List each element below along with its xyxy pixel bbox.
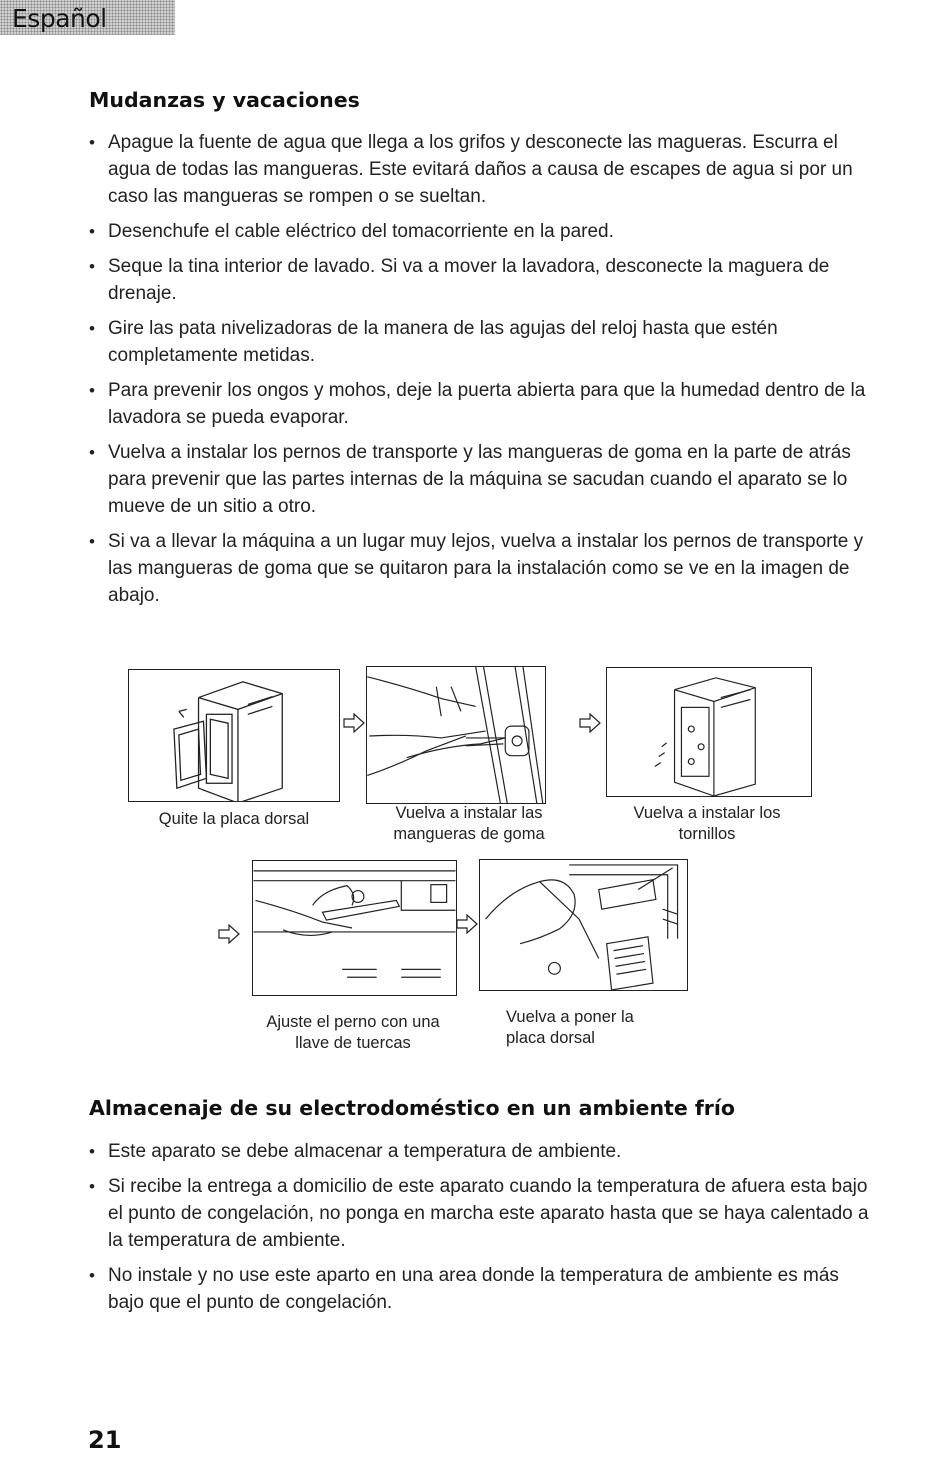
arrow-right-icon [456, 914, 478, 934]
caption-adjust-bolt: Ajuste el perno con una llave de tuercas [266, 1013, 440, 1052]
moving-bullet-list [89, 129, 879, 617]
bullet-item: • Apague la fuente de agua que llega a los grifos y desconecte las magueras. Escurra el agua de todas las mangueras. Este evitará daños a causa de escapes de agua si por un caso las mangueras se rompen o se sueltan. [89, 129, 879, 210]
caption-replace-plate: Vuelva a poner la placa dorsal [506, 1008, 634, 1047]
section-title-cold-storage: Almacenaje de su electrodoméstico en un ambiente frío [89, 1096, 736, 1120]
language-tab [0, 0, 175, 35]
bullet-item: • Para prevenir los ongos y mohos, deje la puerta abierta para que la humedad dentro de la lavadora se pueda evaporar. [89, 377, 879, 431]
bullet-item: • Si va a llevar la máquina a un lugar muy lejos, vuelva a instalar los pernos de transporte y las mangueras de goma que se quitaron para la instalación como se ve en la imagen de abajo. [89, 528, 879, 609]
bullet-item: • Si recibe la entrega a domicilio de este aparato cuando la temperatura de afuera esta bajo el punto de congelación, no ponga en marcha este aparato hasta que se haya calentado a la temperatura de ambiente. [89, 1173, 879, 1254]
caption-reinstall-screws: Vuelva a instalar los tornillos [633, 804, 781, 843]
figure-reinstall-screws [606, 667, 812, 797]
arrow-right-icon [218, 924, 240, 944]
cold-storage-bullet-list [89, 1138, 879, 1324]
language-label: Español [12, 4, 107, 33]
figure-replace-plate [479, 859, 688, 991]
bullet-item: • Gire las pata nivelizadoras de la manera de las agujas del reloj hasta que estén completamente metidas. [89, 315, 879, 369]
arrow-right-icon [343, 713, 365, 733]
section-title-moving: Mudanzas y vacaciones [89, 88, 360, 112]
page-number: 21 [88, 1426, 122, 1454]
figure-adjust-bolt [252, 860, 457, 996]
bullet-item: • Este aparato se debe almacenar a temperatura de ambiente. [89, 1138, 879, 1165]
caption-remove-plate: Quite la placa dorsal [158, 810, 310, 828]
bullet-item: • No instale y no use este aparto en una area donde la temperatura de ambiente es más bajo que el punto de congelación. [89, 1262, 879, 1316]
caption-reinstall-hoses: Vuelva a instalar las mangueras de goma [393, 804, 545, 843]
figure-remove-plate [128, 669, 340, 802]
figure-reinstall-hoses [366, 666, 546, 804]
arrow-right-icon [579, 713, 601, 733]
bullet-item: • Desenchufe el cable eléctrico del tomacorriente en la pared. [89, 218, 879, 245]
bullet-item: • Seque la tina interior de lavado. Si va a mover la lavadora, desconecte la maguera de drenaje. [89, 253, 879, 307]
bullet-item: • Vuelva a instalar los pernos de transporte y las mangueras de goma en la parte de atrás para prevenir que las partes internas de la máquina se sacudan cuando el aparato se lo mueve de un sitio a otro. [89, 439, 879, 520]
